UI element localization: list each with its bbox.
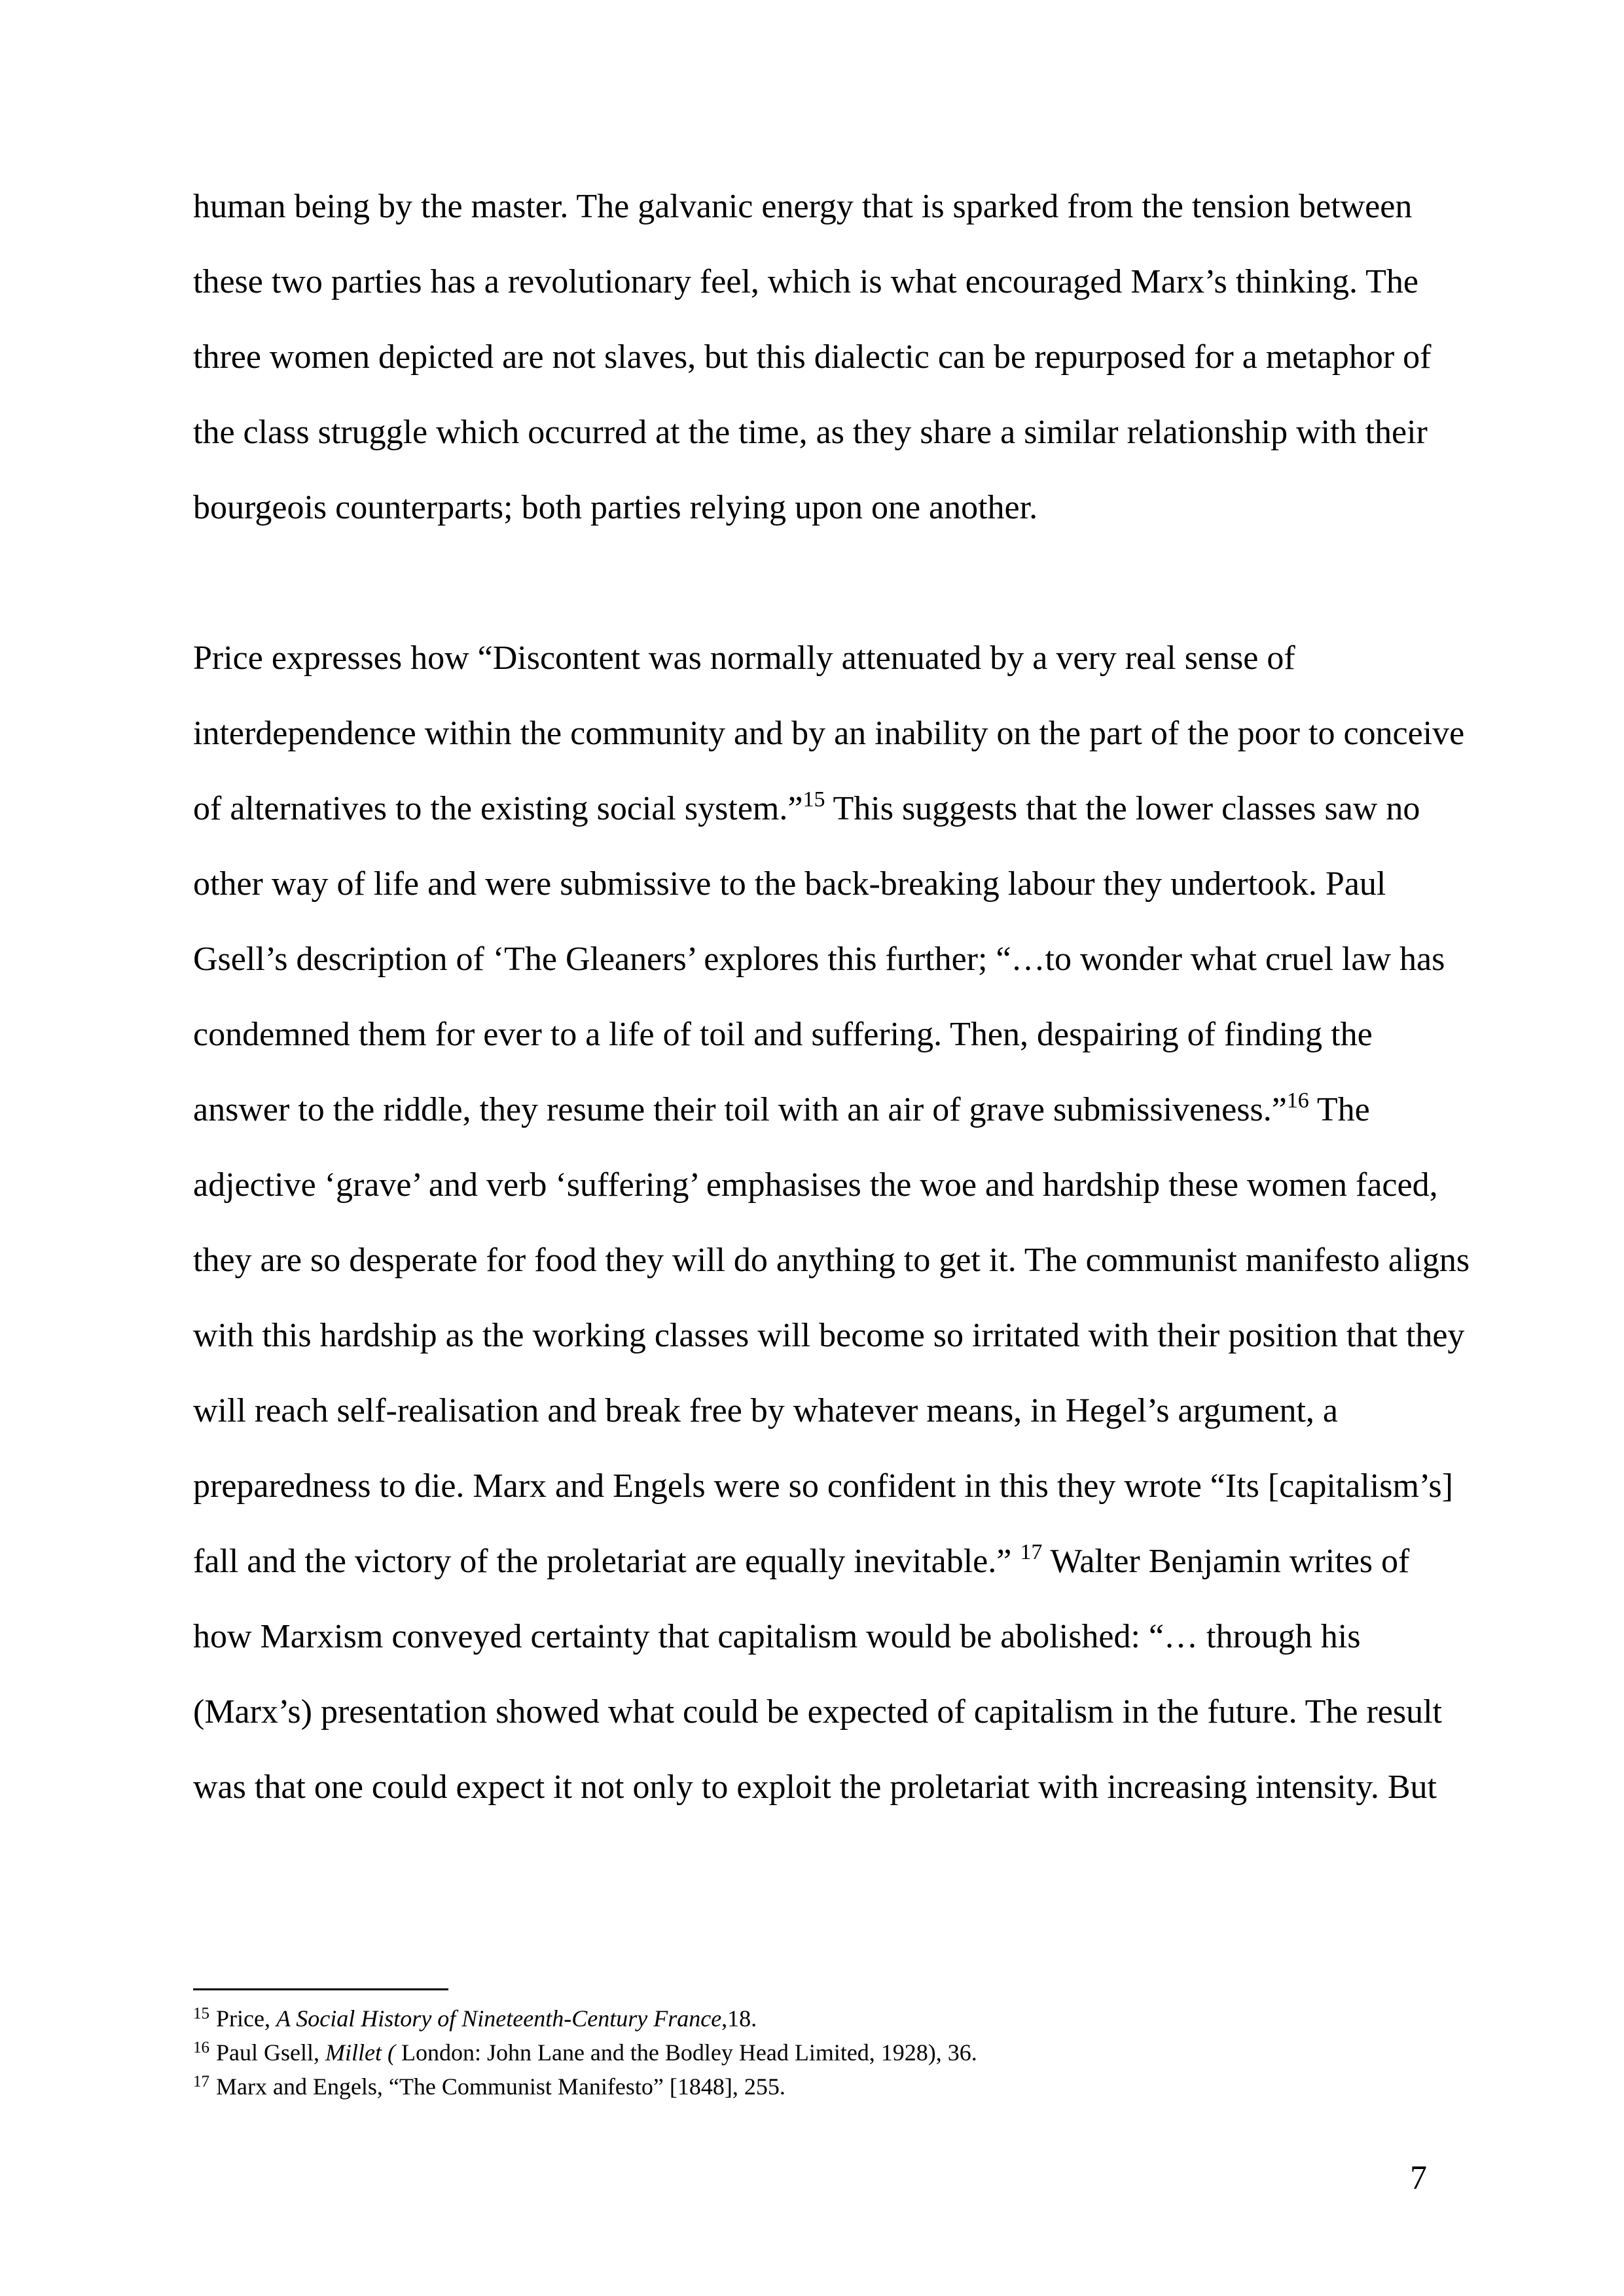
text-line <box>193 1749 1437 1825</box>
text-segment: Walter Benjamin writes of <box>1042 1543 1410 1580</box>
footnote-reference: 16 <box>1286 1088 1309 1113</box>
text-line <box>193 1674 1443 1749</box>
text-segment: three women depicted are not slaves, but this dialectic can be repurposed for a metaphor of <box>193 338 1432 376</box>
footnote-number: 15 <box>193 2005 209 2022</box>
text-line <box>193 620 1437 696</box>
text-line <box>193 771 1437 846</box>
text-segment: interdependence within the community and by an inability on the part of the poor to conceive <box>193 715 1465 752</box>
text-segment: how Marxism conveyed certainty that capitalism would be abolished: “… through his <box>193 1618 1361 1655</box>
footnote-reference: 17 <box>1020 1540 1043 1564</box>
text-segment: of alternatives to the existing social system.” <box>193 790 803 827</box>
footnote-number: 16 <box>193 2039 209 2056</box>
text-line <box>193 1298 1465 1373</box>
text-line <box>193 1223 1470 1298</box>
text-segment: Gsell’s description of ‘The Gleaners’ explores this further; “…to wonder what cruel law has <box>193 941 1445 978</box>
footnote-number: 17 <box>193 2073 209 2090</box>
text-line <box>193 470 1437 545</box>
text-segment: will reach self-realisation and break free by whatever means, in Hegel’s argument, a <box>193 1392 1338 1429</box>
text-line <box>193 319 1437 395</box>
text-segment: Marx and Engels, “The Communist Manifesto” [1848], 255. <box>216 2073 785 2100</box>
text-segment: with this hardship as the working classes will become so irritated with their position that they <box>193 1317 1465 1354</box>
text-segment: fall and the victory of the proletariat are equally inevitable.” <box>193 1543 1020 1580</box>
text-line <box>193 997 1437 1072</box>
text-line <box>193 1147 1437 1223</box>
paragraph <box>193 620 1470 1825</box>
text-segment: they are so desperate for food they will do anything to get it. The communist manifesto aligns <box>193 1242 1470 1279</box>
page-number: 7 <box>1410 2159 1427 2197</box>
text-segment: condemned them for ever to a life of toil and suffering. Then, despairing of finding the <box>193 1016 1373 1053</box>
text-line <box>193 1373 1437 1448</box>
text-segment: Price expresses how “Discontent was normally attenuated by a very real sense of <box>193 639 1295 677</box>
text-line <box>193 395 1437 470</box>
text-segment: (Marx’s) presentation showed what could be expected of capitalism in the future. The result <box>193 1693 1443 1731</box>
text-segment: was that one could expect it not only to exploit the proletariat with increasing intensity. But <box>193 1768 1437 1806</box>
text-line <box>193 1599 1437 1674</box>
text-segment: The <box>1308 1091 1370 1128</box>
text-line <box>193 169 1437 244</box>
footnote <box>193 2001 1437 2036</box>
footnote-reference: 15 <box>803 787 825 812</box>
text-segment: adjective ‘grave’ and verb ‘suffering’ emphasises the woe and hardship these women faced, <box>193 1166 1438 1204</box>
text-segment: A Social History of Nineteenth-Century France <box>276 2005 722 2032</box>
text-segment: these two parties has a revolutionary feel, which is what encouraged Marx’s thinking. The <box>193 263 1418 300</box>
text-segment: Paul Gsell, <box>216 2039 325 2066</box>
text-segment: human being by the master. The galvanic energy that is sparked from the tension between <box>193 188 1413 225</box>
text-segment: the class struggle which occurred at the time, as they share a similar relationship with their <box>193 414 1428 451</box>
text-segment: answer to the riddle, they resume their toil with an air of grave submissiveness.” <box>193 1091 1287 1128</box>
text-segment: Price, <box>216 2005 276 2032</box>
text-line <box>193 1072 1437 1147</box>
paragraph <box>193 169 1437 545</box>
text-segment: bourgeois counterparts; both parties relying upon one another. <box>193 489 1038 526</box>
footnote <box>193 2036 1437 2070</box>
essay-body <box>193 169 1470 1825</box>
text-segment: This suggests that the lower classes saw no <box>825 790 1420 827</box>
text-line <box>193 922 1445 997</box>
footnotes-section <box>193 2001 1437 2104</box>
text-segment: London: John Lane and the Bodley Head Limited, 1928), 36. <box>395 2039 977 2066</box>
text-line <box>193 1448 1453 1524</box>
text-segment: ,18. <box>721 2005 757 2032</box>
text-segment: other way of life and were submissive to the back-breaking labour they undertook. Paul <box>193 865 1386 903</box>
text-line <box>193 244 1437 319</box>
text-line <box>193 696 1465 771</box>
text-segment: Millet ( <box>325 2039 395 2066</box>
footnote <box>193 2070 1437 2104</box>
text-segment: preparedness to die. Marx and Engels were so confident in this they wrote “Its [capitalism’s] <box>193 1467 1453 1505</box>
footnote-separator <box>193 1988 448 1990</box>
text-line <box>193 846 1437 922</box>
text-line <box>193 1524 1437 1599</box>
